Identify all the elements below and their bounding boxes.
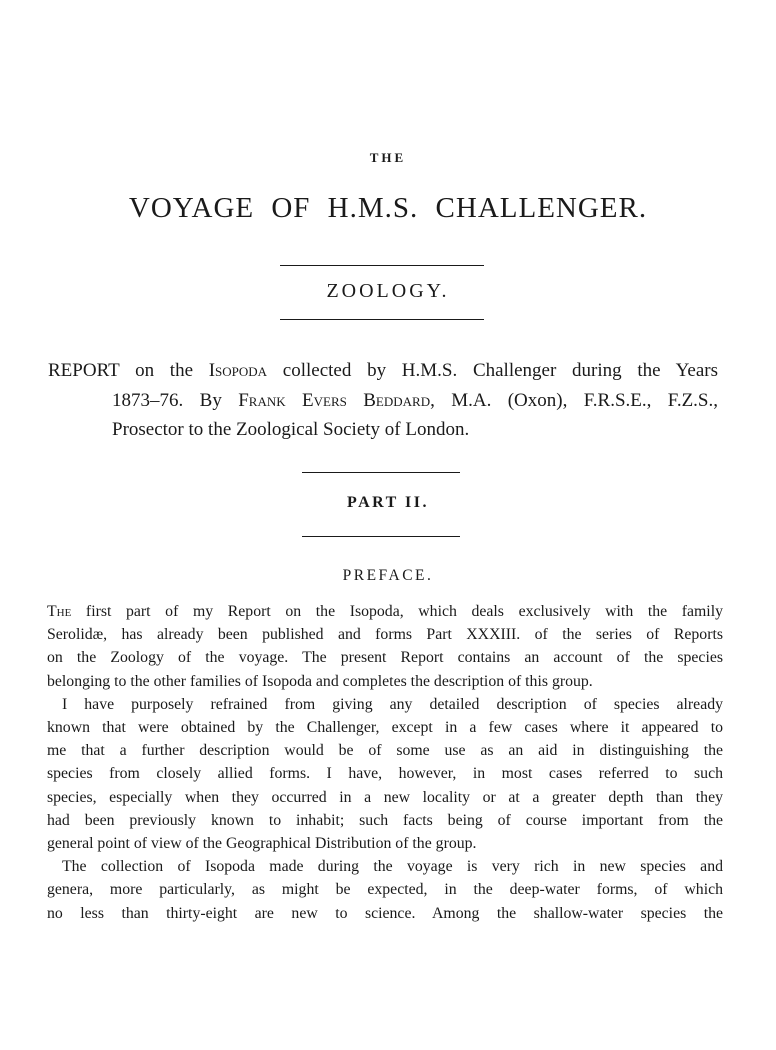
divider-rule xyxy=(280,265,484,266)
report-line: Prosector to the Zoological Society of London. xyxy=(112,419,470,440)
divider-rule xyxy=(280,319,484,320)
report-text: 1873–76. By xyxy=(112,389,239,411)
report-line xyxy=(48,356,718,386)
paragraph-line: species, especially when they occurred in a new locality or at a greater depth than they xyxy=(47,788,723,806)
paragraph-line: known that were obtained by the Challenger, except in a few cases where it appeared to xyxy=(47,719,723,737)
section-title: ZOOLOGY. xyxy=(326,280,450,302)
paragraph-line: genera, more particularly, as might be expected, in the deep-water forms, of which xyxy=(47,881,723,899)
paragraph-line: Serolidæ, has already been published and forms Part XXXIII. of the series of Reports xyxy=(47,626,723,644)
divider-rule xyxy=(302,472,460,473)
paragraph-line: me that a further description would be of some use as an aid in distinguishing the xyxy=(47,742,723,760)
part-heading: PART II. xyxy=(347,494,429,511)
paragraph-line: The collection of Isopoda made during the voyage is very rich in new species and xyxy=(62,858,723,876)
report-text: , M.A. (Oxon), F.R.S.E., F.Z.S., xyxy=(430,389,718,411)
paragraph-line: general point of view of the Geographical Distribution of the group. xyxy=(47,835,477,853)
preface-heading: PREFACE. xyxy=(342,567,434,584)
preface-body xyxy=(47,600,727,925)
report-text: REPORT on the xyxy=(48,360,209,381)
paragraph-line: belonging to the other families of Isopoda and completes the description of this group. xyxy=(47,672,593,690)
paragraph-text: first part of my Report on the Isopoda, which deals exclusively with the family xyxy=(71,603,723,620)
report-author: Frank Evers Beddard xyxy=(238,389,431,411)
paragraph-line: on the Zoology of the voyage. The present Report contains an account of the species xyxy=(47,649,723,667)
report-text: collected by H.M.S. Challenger during the Years xyxy=(267,360,718,381)
report-subject: Isopoda xyxy=(208,360,268,381)
header-the: THE xyxy=(369,150,407,165)
paragraph-lead: The xyxy=(47,603,72,620)
paragraph-line xyxy=(47,600,723,623)
paragraph-line: species from closely allied forms. I have, however, in most cases referred to such xyxy=(47,765,723,783)
paragraph-line: had been previously known to inhabit; such facts being of course important from the xyxy=(47,811,723,829)
paragraph-line: I have purposely refrained from giving any detailed description of species already xyxy=(62,695,723,713)
report-line xyxy=(48,386,718,416)
divider-rule xyxy=(302,536,460,537)
main-title: VOYAGE OF H.M.S. CHALLENGER. xyxy=(128,192,648,224)
paragraph-line: no less than thirty-eight are new to science. Among the shallow-water species the xyxy=(47,904,723,922)
report-title-block xyxy=(48,356,728,445)
